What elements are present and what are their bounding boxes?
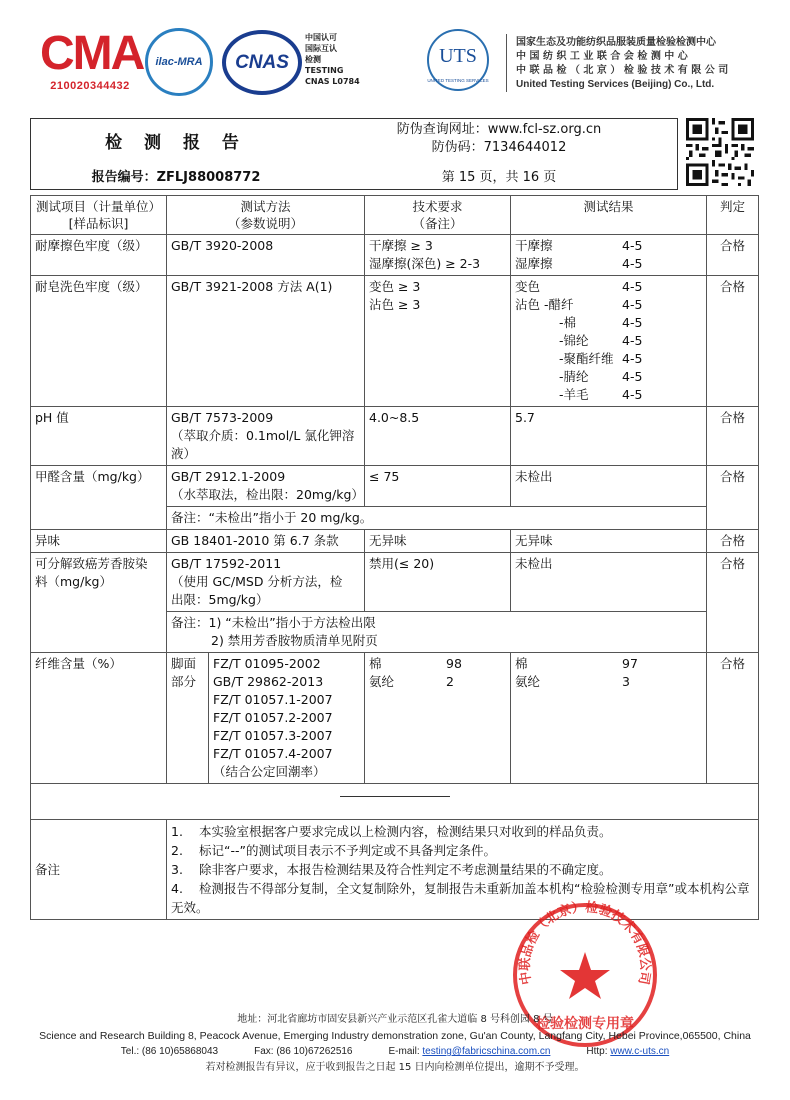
qr-code-icon [686, 118, 754, 186]
table-row [31, 235, 759, 276]
method-cell: GB 18401-2010 第 6.7 条款 [167, 530, 365, 553]
header-method: 测试方法 （参数说明） [167, 196, 365, 235]
ilac-text: ilac-MRA [155, 56, 203, 68]
end-marker-line [340, 796, 450, 797]
email-link[interactable]: testing@fabricschina.com.cn [422, 1046, 551, 1057]
item-cell: 耐摩擦色牢度（级） [31, 235, 167, 276]
requirement-cell: 无异味 [365, 530, 511, 553]
requirement-cell: ≤ 75 [365, 466, 511, 507]
seal-ring-text: 中联品检（北京）检验技术有限公司 [517, 900, 653, 986]
method-cell [167, 653, 365, 784]
table-row [31, 530, 759, 553]
requirement-cell: 4.0~8.5 [365, 407, 511, 466]
footer-fax: Fax: (86 10)67262516 [254, 1046, 353, 1057]
note-cell: 备注：1) “未检出”指小于方法检出限 2) 禁用芳香胺物质清单见附页 [167, 612, 707, 653]
cnas-mark: CNAS [235, 51, 289, 73]
page-indicator: 第 15 页，共 16 页 [441, 169, 557, 185]
header-logos [40, 20, 750, 105]
table-row [31, 276, 759, 407]
method-cell: GB/T 2912.1-2009 （水萃取法，检出限：20mg/kg） [167, 466, 365, 507]
verification-info [321, 119, 677, 161]
verdict-cell: 合格 [707, 407, 759, 466]
footer-web-group: Http: www.c-uts.cn [586, 1046, 670, 1057]
remark-item: 1. 本实验室根据客户要求完成以上检测内容，检测结果只对收到的样品负责。 [171, 824, 612, 839]
item-cell: 甲醛含量（mg/kg） [31, 466, 167, 530]
footer-email-group: E-mail: testing@fabricschina.com.cn [388, 1046, 551, 1057]
footer-address-en: Science and Research Building 8, Peacock Avenue, Emerging Industry demonstration zone, Gu'an County, Langfang City, Hebei Province,065500, China [39, 1030, 751, 1042]
uts-mark: UTS [439, 45, 477, 67]
method-cell: GB/T 3921-2008 方法 A(1) [167, 276, 365, 407]
verdict-cell: 合格 [707, 553, 759, 653]
verdict-cell: 合格 [707, 276, 759, 407]
organization-names [516, 36, 728, 92]
org-name-line: 国家生态及功能纺织品服装质量检验检测中心 [516, 37, 716, 48]
remarks-label: 备注 [31, 820, 167, 920]
result-cell: 棉 97 氨纶 3 [511, 653, 707, 784]
method-cell: GB/T 17592-2011 （使用 GC/MSD 分析方法，检 出限：5mg/kg） [167, 553, 365, 612]
fiber-method-list: FZ/T 01095-2002 GB/T 29862-2013 FZ/T 01057.1-2007 FZ/T 01057.2-2007 FZ/T 01057.3-2007 FZ/T 01057.4-2007 （结合公定回潮率） [213, 656, 333, 779]
cnas-line: 国际互认 [305, 44, 337, 53]
verdict-cell: 合格 [707, 466, 759, 530]
remark-item: 3. 除非客户要求，本报告检测结果及符合性判定不考虑测量结果的不确定度。 [171, 862, 612, 877]
cma-number: 210020344432 [50, 80, 130, 92]
org-name-line: United Testing Services (Beijing) Co., Ltd. [516, 79, 715, 90]
website-link[interactable]: www.c-uts.cn [610, 1046, 670, 1057]
cma-mark: CMA [40, 27, 144, 80]
result-cell: 未检出 [511, 553, 707, 612]
header-verdict: 判定 [707, 196, 759, 235]
result-cell: 变色 4-5 沾色 -醋纤 4-5 -棉 4-5 -锦纶 4-5 -聚酯纤维 4-5 -腈纶 4-5 -羊毛 4-5 [511, 276, 707, 407]
result-cell: 无异味 [511, 530, 707, 553]
cnas-line: CNAS L0784 [305, 77, 360, 86]
uts-logo [418, 26, 498, 98]
seal-center-text: 检验检测专用章 [536, 1016, 634, 1032]
verdict-cell: 合格 [707, 235, 759, 276]
method-cell: GB/T 7573-2009 （萃取介质：0.1mol/L 氯化钾溶 液） [167, 407, 365, 466]
verdict-cell: 合格 [707, 653, 759, 784]
table-blank-row [31, 784, 759, 820]
footer-contact-row [0, 1044, 790, 1060]
cnas-line: 检测 [305, 55, 321, 64]
org-name-line: 中 联 品 检 （ 北 京 ） 检 验 技 术 有 限 公 司 [516, 65, 729, 76]
item-cell: 耐皂洗色牢度（级） [31, 276, 167, 407]
item-cell: 纤维含量（%） [31, 653, 167, 784]
report-number: 报告编号：ZFLJ88008772 [91, 169, 261, 185]
org-name-line: 中 国 纺 织 工 业 联 合 会 检 测 中 心 [516, 51, 688, 62]
result-cell: 5.7 [511, 407, 707, 466]
verification-url: 防伪查询网址：www.fcl-sz.org.cn [396, 122, 602, 137]
requirement-cell: 干摩擦 ≥ 3 湿摩擦(深色) ≥ 2-3 [365, 235, 511, 276]
remark-item: 4. 检测报告不得部分复制，全文复制除外，复制报告未重新加盖本机构“检验检测专用章”或本机构公章无效。 [171, 881, 750, 915]
item-cell: 异味 [31, 530, 167, 553]
footer-objection-note: 若对检测报告有异议，应于收到报告之日起 15 日内向检测单位提出，逾期不予受理。 [205, 1062, 585, 1073]
footer-tel: Tel.: (86 10)65868043 [120, 1046, 219, 1057]
requirement-cell: 棉 98 氨纶 2 [365, 653, 511, 784]
item-cell: pH 值 [31, 407, 167, 466]
header-item: 测试项目（计量单位） [样品标识] [31, 196, 167, 235]
footer-address-cn: 地址：河北省廊坊市固安县新兴产业示范区孔雀大道临 8 号科创园 8 号 [237, 1014, 553, 1025]
table-header-row [31, 196, 759, 235]
cnas-line: 中国认可 [305, 33, 337, 42]
table-row [31, 553, 759, 612]
verification-code: 防伪码：7134644012 [431, 140, 567, 155]
cnas-logo [222, 30, 302, 95]
header-result: 测试结果 [511, 196, 707, 235]
cnas-accreditation-text [305, 32, 360, 87]
ilac-mra-logo [145, 28, 213, 96]
result-cell: 未检出 [511, 466, 707, 507]
report-title: 检 测 报 告 [105, 132, 247, 153]
fiber-part-label: 脚面 部分 [167, 653, 209, 783]
footer [0, 1012, 790, 1076]
table-row [31, 407, 759, 466]
cnas-line: TESTING [305, 66, 344, 75]
note-cell: 备注：“未检出”指小于 20 mg/kg。 [167, 507, 707, 530]
requirement-cell: 变色 ≥ 3 沾色 ≥ 3 [365, 276, 511, 407]
test-results-table [30, 195, 759, 920]
seal-star-icon [560, 952, 610, 999]
remark-item: 2. 标记“--”的测试项目表示不予判定或不具备判定条件。 [171, 843, 496, 858]
uts-ring-text: UNITED TESTING SERVICES [427, 78, 489, 83]
requirement-cell: 禁用(≤ 20) [365, 553, 511, 612]
report-title-box [30, 118, 678, 190]
cma-logo [40, 27, 144, 98]
table-row [31, 653, 759, 784]
method-cell: GB/T 3920-2008 [167, 235, 365, 276]
remarks-list [167, 820, 759, 920]
verdict-cell: 合格 [707, 530, 759, 553]
header-requirement: 技术要求 （备注） [365, 196, 511, 235]
result-cell: 干摩擦 4-5 湿摩擦 4-5 [511, 235, 707, 276]
logo-divider [506, 34, 507, 92]
item-cell: 可分解致癌芳香胺染 料（mg/kg） [31, 553, 167, 653]
table-row [31, 466, 759, 507]
